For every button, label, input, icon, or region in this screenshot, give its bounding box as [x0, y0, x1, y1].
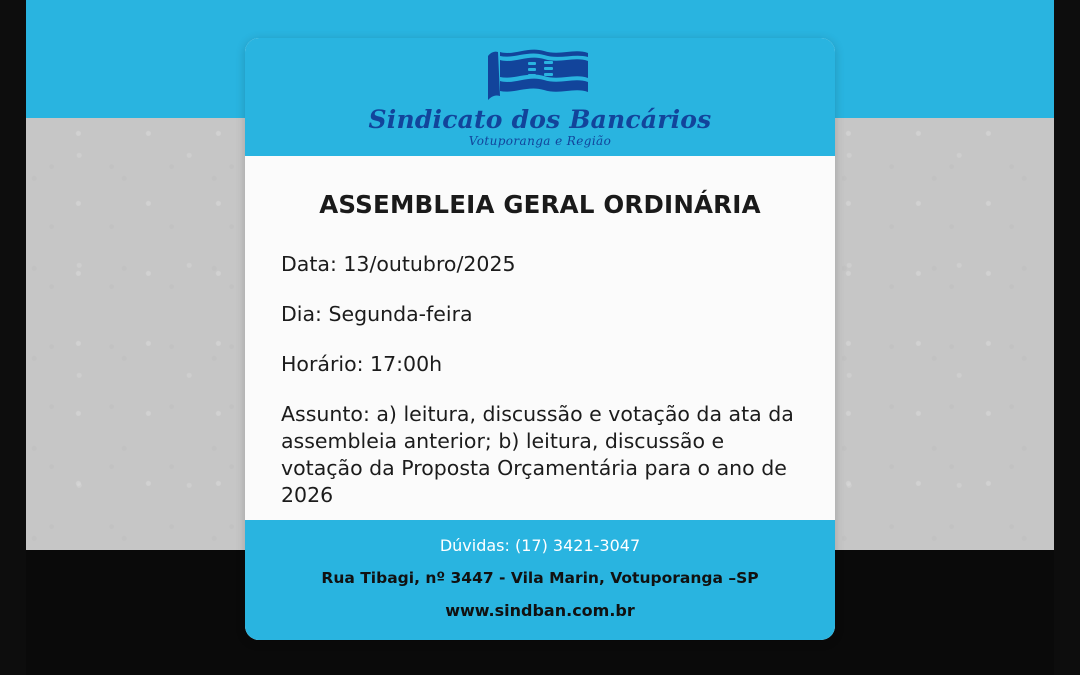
- notice-line-subject: Assunto: a) leitura, discussão e votação da ata da assembleia anterior; b) leitura, discussão e votação da Proposta Orçamentária para o ano de 2026: [281, 402, 794, 508]
- background-edge-right: [1054, 0, 1080, 675]
- background-edge-left: [0, 0, 26, 675]
- card-body: [245, 156, 835, 520]
- logo: [369, 48, 712, 147]
- flag-icon: [484, 48, 596, 105]
- footer-website[interactable]: www.sindban.com.br: [445, 601, 635, 620]
- page-title: ASSEMBLEIA GERAL ORDINÁRIA: [319, 190, 761, 219]
- logo-subtitle: Votuporanga e Região: [468, 133, 612, 148]
- notice-line-day: Dia: Segunda-feira: [281, 302, 473, 327]
- card-header: [245, 38, 835, 156]
- footer-phone: Dúvidas: (17) 3421-3047: [439, 536, 641, 555]
- logo-name: Sindicato dos Bancários: [368, 104, 712, 134]
- card-footer: [245, 520, 835, 640]
- notice-card: [245, 38, 835, 640]
- footer-address: Rua Tibagi, nº 3447 - Vila Marin, Votuporanga –SP: [321, 569, 759, 587]
- notice-line-time: Horário: 17:00h: [281, 352, 443, 377]
- notice-line-date: Data: 13/outubro/2025: [281, 252, 516, 276]
